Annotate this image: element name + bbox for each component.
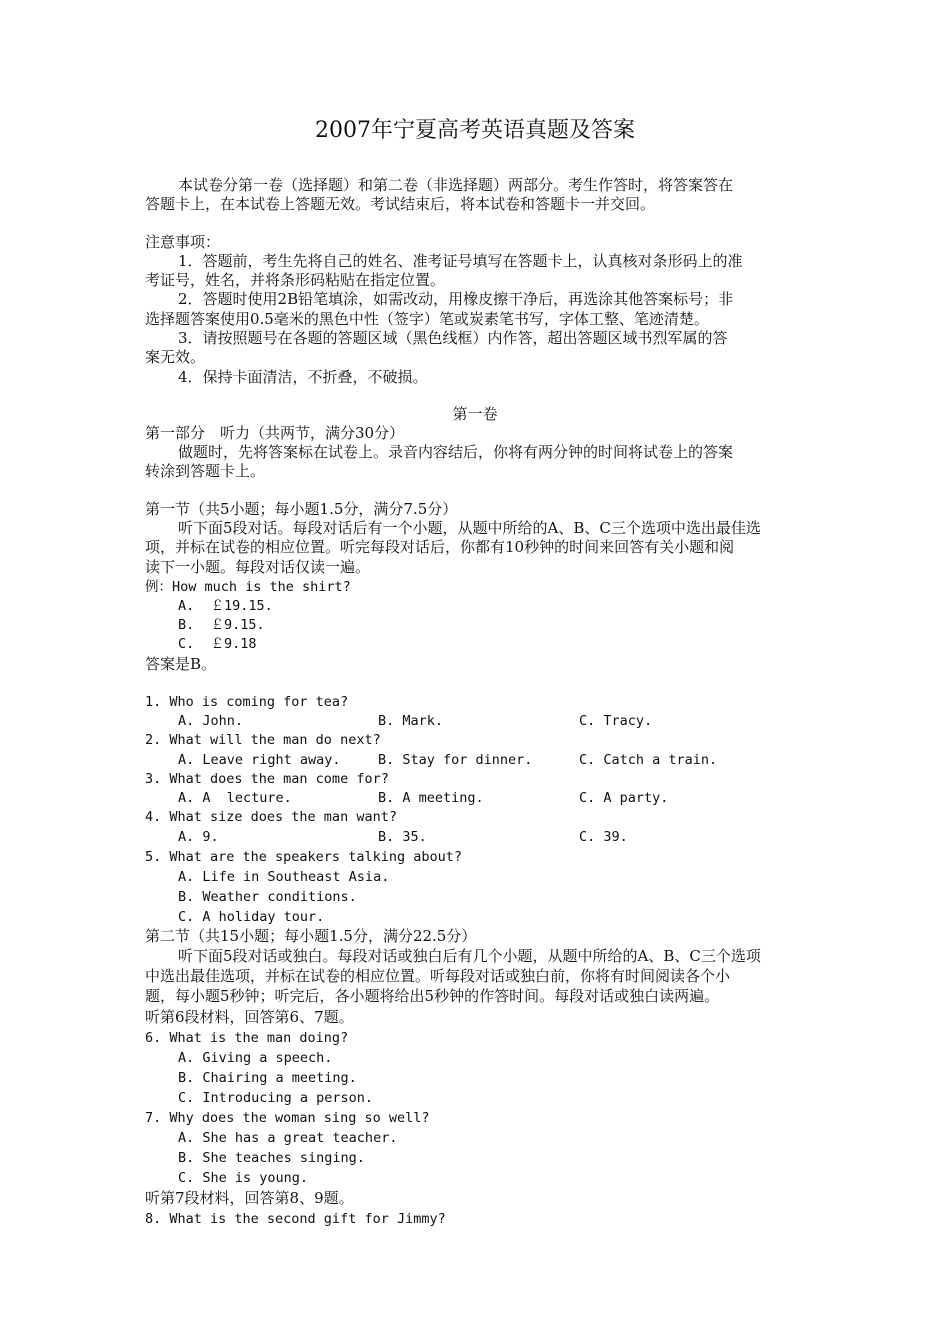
section1-text: 项，并标在试卷的相应位置。听完每段对话后，你都有10秒钟的时间来回答有关小题和阅 xyxy=(145,538,735,556)
notice-line: 1．答题前，考生先将自己的姓名、准考证号填写在答题卡上，认真核对条形码上的准 xyxy=(178,252,743,270)
question: 7. Why does the woman sing so well? xyxy=(145,1110,430,1126)
example-option: A. ￡19.15. xyxy=(178,598,273,614)
option: A. John. xyxy=(178,713,244,729)
option: A. Life in Southeast Asia. xyxy=(178,869,390,885)
section2-text: 中选出最佳选项，并标在试卷的相应位置。听每段对话或独白前，你将有时间阅读各个小 xyxy=(145,967,731,985)
section2-text: 题，每小题5秒钟；听完后，各小题将给出5秒钟的作答时间。每段对话或独白读两遍。 xyxy=(145,987,720,1005)
volume-heading: 第一卷 xyxy=(452,405,498,423)
option: A. Giving a speech. xyxy=(178,1050,333,1066)
notice-line: 选择题答案使用0.5毫米的黑色中性（签字）笔或炭素笔书写，字体工整、笔迹清楚。 xyxy=(145,310,709,328)
intro-line: 答题卡上，在本试卷上答题无效。考试结束后，将本试卷和答题卡一并交回。 xyxy=(145,195,656,213)
part1-text: 转涂到答题卡上。 xyxy=(145,462,266,480)
option: C. She is young. xyxy=(178,1170,309,1186)
example-option: B. ￡9.15. xyxy=(178,617,265,633)
option: C. A holiday tour. xyxy=(178,909,325,925)
question: 3. What does the man come for? xyxy=(145,771,389,787)
notice-line: 案无效。 xyxy=(145,348,206,366)
option: C. Catch a train. xyxy=(579,752,718,768)
option: C. A party. xyxy=(579,790,669,806)
question: 6. What is the man doing? xyxy=(145,1030,349,1046)
question: 1. Who is coming for tea? xyxy=(145,694,349,710)
notice-line: 4．保持卡面清洁，不折叠，不破损。 xyxy=(178,368,428,386)
option: B. Mark. xyxy=(378,713,444,729)
material-heading: 听第7段材料，回答第8、9题。 xyxy=(145,1189,354,1207)
question: 4. What size does the man want? xyxy=(145,809,397,825)
option: B. A meeting. xyxy=(378,790,484,806)
option: B. Chairing a meeting. xyxy=(178,1070,357,1086)
example-answer: 答案是B。 xyxy=(145,655,217,673)
option: A. A lecture. xyxy=(178,790,292,806)
question: 2. What will the man do next? xyxy=(145,732,381,748)
option: B. She teaches singing. xyxy=(178,1150,365,1166)
option: C. 39. xyxy=(579,829,628,845)
section1-text: 听下面5段对话。每段对话后有一个小题，从题中所给的A、B、C三个选项中选出最佳选 xyxy=(178,519,761,537)
option: B. Stay for dinner. xyxy=(378,752,533,768)
section1-heading: 第一节（共5小题；每小题1.5分，满分7.5分） xyxy=(145,500,458,518)
option: B. Weather conditions. xyxy=(178,889,357,905)
section2-text: 听下面5段对话或独白。每段对话或独白后有几个小题，从题中所给的A、B、C三个选项 xyxy=(178,947,761,965)
option: A. She has a great teacher. xyxy=(178,1130,398,1146)
notice-line: 考证号，姓名，并将条形码粘贴在指定位置。 xyxy=(145,271,446,289)
document-title: 2007年宁夏高考英语真题及答案 xyxy=(315,118,635,143)
notice-line: 3．请按照题号在各题的答题区域（黑色线框）内作答，超出答题区域书烈军属的答 xyxy=(178,329,728,347)
material-heading: 听第6段材料，回答第6、7题。 xyxy=(145,1008,354,1026)
section2-heading: 第二节（共15小题；每小题1.5分，满分22.5分） xyxy=(145,927,477,945)
option: C. Introducing a person. xyxy=(178,1090,374,1106)
option: A. Leave right away. xyxy=(178,752,341,768)
example-option: C. ￡9.18 xyxy=(178,636,257,652)
option: A. 9. xyxy=(178,829,219,845)
example-question: 例：How much is the shirt? xyxy=(145,579,351,595)
question: 8. What is the second gift for Jimmy? xyxy=(145,1211,446,1227)
notice-line: 2．答题时使用2B铅笔填涂，如需改动，用橡皮擦干净后，再选涂其他答案标号；非 xyxy=(178,290,734,308)
question: 5. What are the speakers talking about? xyxy=(145,849,462,865)
notice-heading: 注意事项： xyxy=(145,233,221,251)
part1-text: 做题时，先将答案标在试卷上。录音内容结后，你将有两分钟的时间将试卷上的答案 xyxy=(178,443,734,461)
intro-line: 本试卷分第一卷（选择题）和第二卷（非选择题）两部分。考生作答时，将答案答在 xyxy=(178,176,734,194)
option: C. Tracy. xyxy=(579,713,653,729)
option: B. 35. xyxy=(378,829,427,845)
section1-text: 读下一小题。每段对话仅读一遍。 xyxy=(145,558,371,576)
part1-heading: 第一部分 听力（共两节，满分30分） xyxy=(145,424,405,442)
